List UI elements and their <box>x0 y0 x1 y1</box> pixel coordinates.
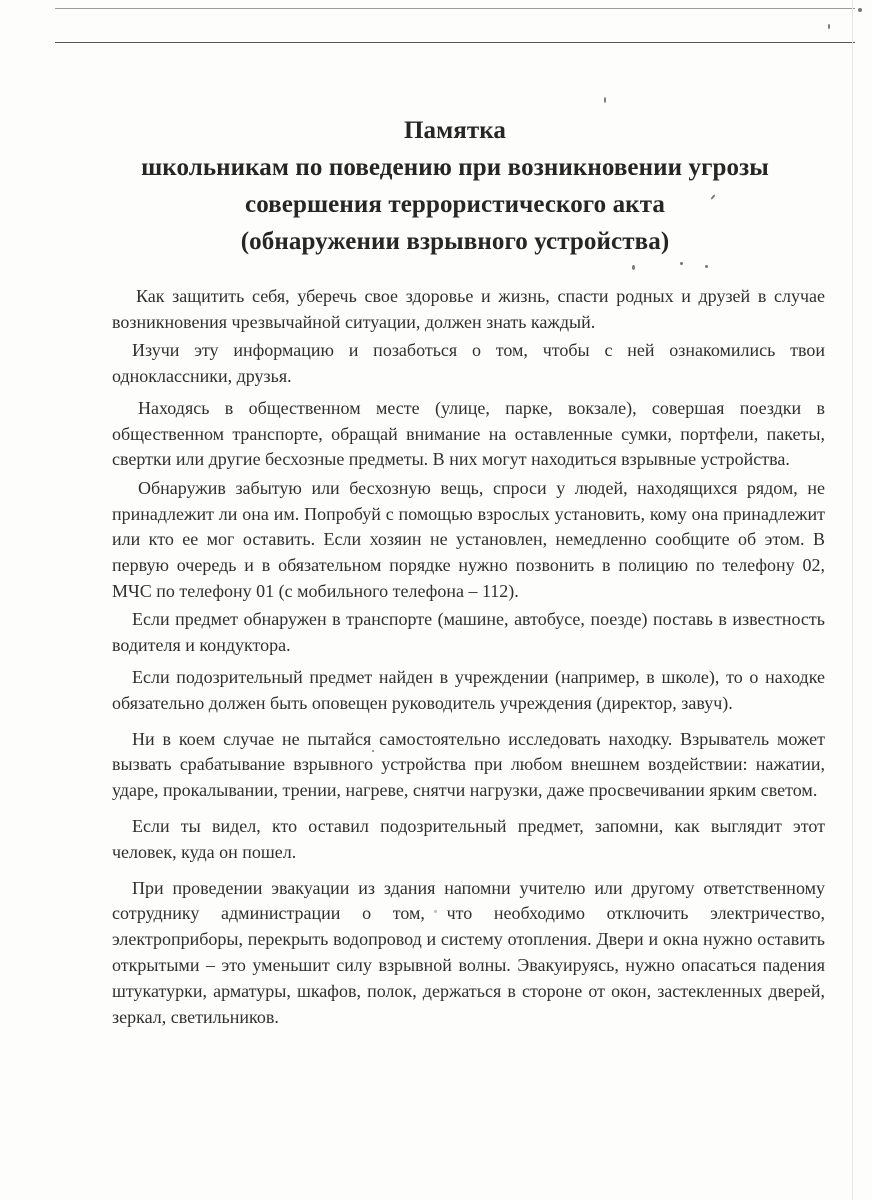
title-line-1: Памятка <box>403 117 506 144</box>
paragraph-remember-person: Если ты видел, кто оставил подозрительный предмет, запомни, как выглядит этот человек, куда он пошел. <box>112 815 825 862</box>
document-title <box>80 112 830 260</box>
paragraph-transport: Если предмет обнаружен в транспорте (машине, автобусе, поезде) поставь в известность водителя и кондуктора. <box>112 609 825 656</box>
scan-speck <box>632 265 635 270</box>
scan-edge-line <box>55 42 855 43</box>
paragraph-intro: Как защитить себя, уберечь свое здоровье и жизнь, спасти родных и друзей в случае возникновения чрезвычайной ситуации, должен знать каждый. <box>112 286 825 332</box>
scan-speck <box>680 262 683 265</box>
scan-speck <box>858 8 862 12</box>
title-line-4: (обнаружении взрывного устройства) <box>240 228 670 255</box>
scan-speck <box>604 97 606 103</box>
paragraph-found-item: Обнаружив забытую или бесхозную вещь, спроси у людей, находящихся рядом, не принадлежит ли она им. Попробуй с помощью взрослых установить, кому она принадлежит или кто ее мог оставить. Если хозяин не установлен, немедленно сообщите об этом. В первую очередь и в обязательном порядке нужно позвонить в полицию по телефону 02, МЧС по телефону 01 (с мобильного телефона – 112). <box>112 477 825 601</box>
scan-speck <box>828 24 830 29</box>
scan-edge-top <box>55 8 855 9</box>
scan-speck <box>705 265 708 268</box>
paragraph-evacuation: При проведении эвакуации из здания напомни учителю или другому ответственному сотруднику администрации о том, что необходимо отключить электричество, электроприборы, перекрыть водопровод и систему отопления. Двери и окна нужно оставить открытыми – это уменьшит силу взрывной волны. Эвакуируясь, нужно опасаться падения штукатурки, арматуры, шкафов, полок, держаться в стороне от окон, застекленных дверей, зеркал, светильников. <box>112 877 825 1027</box>
paragraph-public-place: Находясь в общественном месте (улице, парке, вокзале), совершая поездки в общественном транспорте, обращай внимание на оставленные сумки, портфели, пакеты, свертки или другие бесхозные предметы. В них могут находиться взрывные устройства. <box>112 397 825 470</box>
scan-edge-right <box>852 0 853 1200</box>
title-line-2: школьникам по поведению при возникновении угрозы <box>141 154 769 181</box>
paragraph-do-not-touch: Ни в коем случае не пытайся самостоятельно исследовать находку. Взрыватель может вызвать срабатывание взрывного устройства при любом внешнем воздействии: нажатии, ударе, прокалывании, трении, нагреве, снятчи нагрузки, даже просвечивании ярким светом. <box>112 728 825 801</box>
document-body <box>112 284 825 1033</box>
paragraph-study: Изучи эту информацию и позаботься о том, чтобы с ней ознакомились твои одноклассники, друзья. <box>112 340 825 386</box>
title-line-3: совершения террористического акта <box>245 191 665 218</box>
paragraph-institution: Если подозрительный предмет найден в учреждении (например, в школе), то о находке обязательно должен быть оповещен руководитель учреждения (директор, завуч). <box>112 666 825 713</box>
